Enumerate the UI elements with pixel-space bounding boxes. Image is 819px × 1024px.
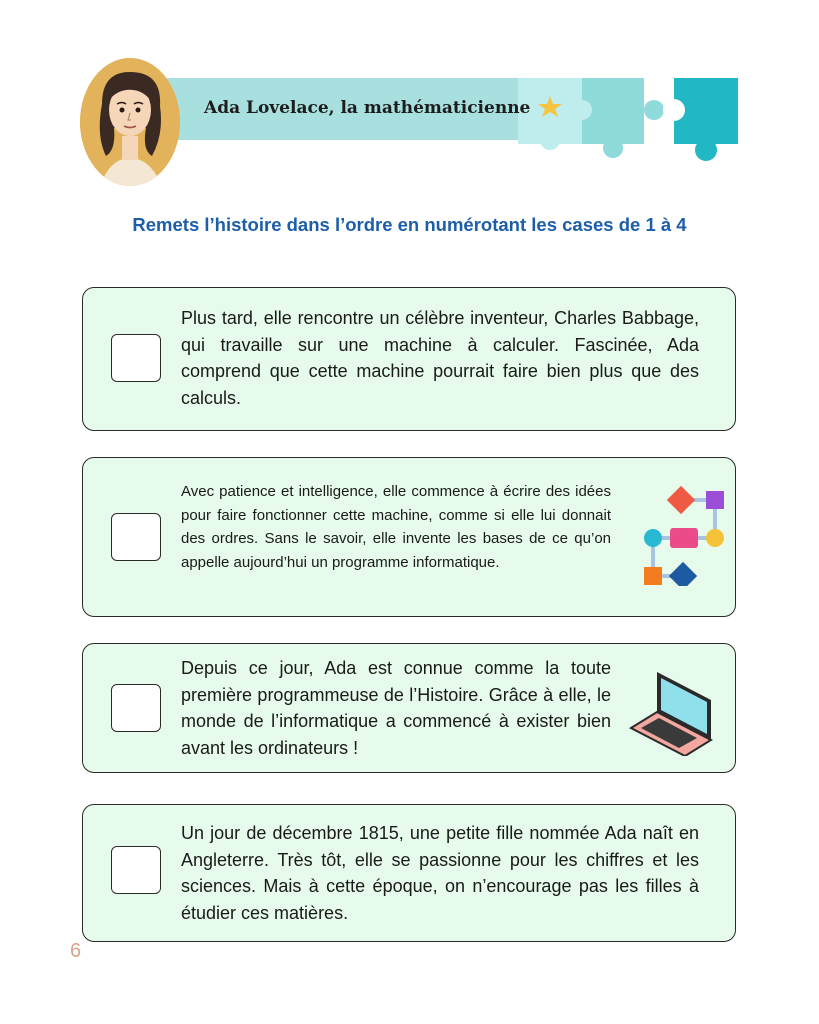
order-number-box[interactable] (111, 334, 161, 382)
laptop-icon (627, 666, 715, 756)
instruction-text: Remets l’histoire dans l’ordre en numérotant les cases de 1 à 4 (132, 214, 687, 235)
order-number-box[interactable] (111, 684, 161, 732)
page-number: 6 (70, 940, 82, 962)
header-banner (80, 58, 740, 188)
page-title: Ada Lovelace, la mathématicienne (204, 98, 531, 118)
order-number-box[interactable] (111, 513, 161, 561)
story-text: Plus tard, elle rencontre un célèbre inventeur, Charles Babbage, qui travaille sur une machine à calculer. Fascinée, Ada comprend que cette machine pourrait faire bien plus que des calculs. (181, 308, 699, 408)
puzzle-icon (510, 66, 750, 174)
story-text: Un jour de décembre 1815, une petite fille nommée Ada naît en Angleterre. Très tôt, elle se passionne pour les chiffres et les sciences. Mais à cette époque, on n’encourage pas les filles à étudier ces matières. (181, 823, 699, 923)
flowchart-icon (639, 486, 729, 586)
order-number-box[interactable] (111, 846, 161, 894)
story-text: Depuis ce jour, Ada est connue comme la toute première programmeuse de l’Histoire. Grâce à elle, le monde de l’informatique a commencé à exister bien avant les ordinateurs ! (181, 658, 611, 758)
story-card (82, 287, 736, 431)
story-card (82, 804, 736, 942)
story-card (82, 643, 736, 773)
story-text: Avec patience et intelligence, elle commence à écrire des idées pour faire fonctionner cette machine, comme si elle lui donnait des ordres. Sans le savoir, elle invente les bases de ce qu’on appelle aujourd’hui un programme informatique. (181, 483, 611, 571)
ada-lovelace-portrait (80, 58, 180, 186)
story-card (82, 457, 736, 617)
